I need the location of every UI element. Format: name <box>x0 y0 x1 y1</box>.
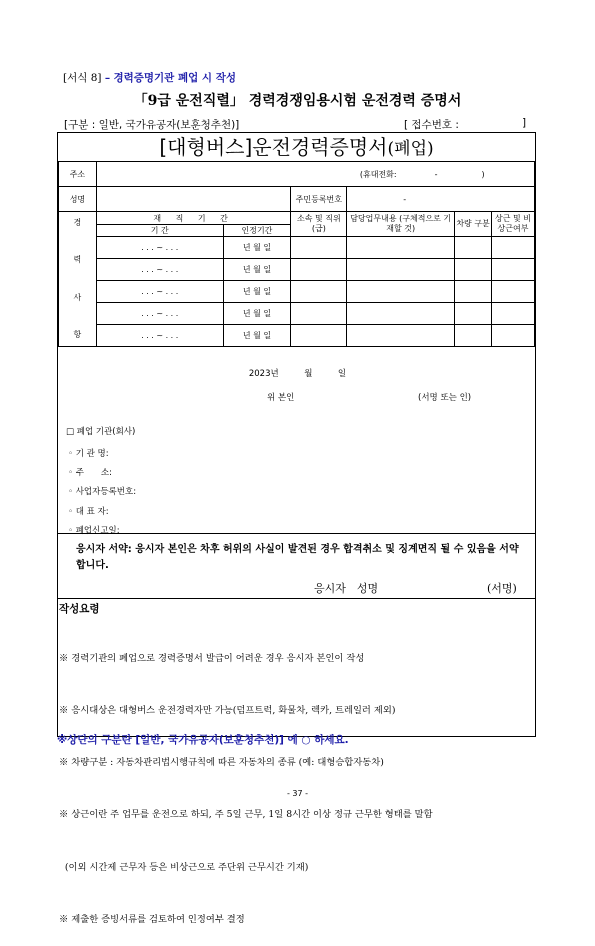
sign-note: (서명 또는 인) <box>418 393 472 403</box>
receipt-close: ] <box>522 117 527 129</box>
vehicle-header: 차량 구분 <box>455 212 492 237</box>
phone-label: (휴대전화: <box>359 169 397 179</box>
pledge-text: 응시자 서약: 응시자 본인은 차후 허위의 사실이 발견된 경우 합격취소 및 징계면직 될 수 있음을 서약 합니다. <box>76 544 519 571</box>
history-char-4: 항 <box>73 329 82 339</box>
guide-divider <box>58 598 535 599</box>
org-name-field: ◦ 기 관 명: <box>68 449 109 459</box>
applicant-sign-label: (서명) <box>487 582 517 595</box>
history-row <box>59 325 535 347</box>
row-period: . . . ~ . . . <box>96 325 223 347</box>
page-number: - 37 - <box>286 789 309 798</box>
phone-dash: - <box>434 169 438 179</box>
applicant-name-label: 응시자 성명 <box>314 582 379 595</box>
history-char-1: 경 <box>73 218 82 227</box>
address-label: 주소 <box>59 162 97 187</box>
info-table <box>58 161 535 347</box>
address-value <box>96 162 534 187</box>
row-recognized: 년 월 일 <box>223 325 291 347</box>
history-row <box>59 281 535 303</box>
row-recognized: 년 월 일 <box>223 303 291 325</box>
guide-title: 작성요령 <box>59 603 100 615</box>
row-period: . . . ~ . . . <box>96 303 223 325</box>
row-recognized: 년 월 일 <box>223 259 291 281</box>
history-row <box>59 259 535 281</box>
document-title: 「9급 운전직렬」 경력경쟁임용시험 운전경력 증명서 <box>133 93 462 109</box>
affiliation-header: 소속 및 직위(급) <box>291 212 347 237</box>
history-row <box>59 237 535 259</box>
receipt-label: [ 접수번호 : <box>404 119 459 131</box>
guide-item: ※ 응시대상은 대형버스 운전경력자만 가능(덤프트럭, 화물차, 렉카, 트레일러 제외) <box>59 705 396 717</box>
form-note: 경력증명기관 폐업 시 작성 <box>113 72 236 84</box>
pledge-divider <box>58 533 535 534</box>
row-period: . . . ~ . . . <box>96 281 223 303</box>
name-label: 성명 <box>59 187 97 212</box>
certificate-title <box>57 133 536 161</box>
category-label: [구분 : 일반, 국가유공자(보훈청추천)] <box>64 119 240 131</box>
row-period: . . . ~ . . . <box>96 259 223 281</box>
name-value <box>96 187 291 212</box>
history-char-3: 사 <box>73 292 82 302</box>
guide-item: ※ 경력기관의 폐업으로 경력증명서 발급이 어려운 경우 응시자 본인이 작성 <box>59 652 365 664</box>
footer-notice: ※상단의 구분란 [일반, 국가유공자(보훈청추천)] 에 ○ 하세요. <box>57 734 349 746</box>
duty-header: 담당업무내용 (구체적으로 기재할 것) <box>347 212 455 237</box>
org-rep-field: ◦ 대 표 자: <box>68 506 109 517</box>
form-number: [서식 8] <box>63 72 102 84</box>
guide-item: (이외 시간제 근무자 등은 비상근으로 주단위 근무시간 기재) <box>59 861 309 873</box>
date-line: 2023년 월 일 <box>248 369 347 379</box>
row-recognized: 년 월 일 <box>223 237 291 259</box>
guide-list <box>59 615 433 946</box>
org-close-date-field: ◦ 폐업신고일: <box>68 525 120 536</box>
period-header: 기 간 <box>96 225 223 237</box>
row-period: . . . ~ . . . <box>96 237 223 259</box>
rrn-value <box>347 187 535 212</box>
recognized-header: 인정기간 <box>223 225 291 237</box>
employment-period-header: 재 직 기 간 <box>96 212 291 225</box>
org-bizno-field: ◦ 사업자등록번호: <box>68 487 137 498</box>
closed-org-title: □ 폐업 기관(회사) <box>66 427 136 437</box>
phone-close: ) <box>481 169 485 179</box>
form-dash: – <box>104 72 111 84</box>
guide-item: ※ 상근이란 주 업무를 운전으로 하되, 주 5일 근무, 1일 8시간 이상 정규 근무한 형태를 말함 <box>59 809 433 821</box>
history-row <box>59 303 535 325</box>
certificate-title-main: [대형버스]운전경력증명서 <box>159 135 388 159</box>
row-recognized: 년 월 일 <box>223 281 291 303</box>
rrn-label: 주민등록번호 <box>291 187 347 212</box>
org-address-field: ◦ 주 소: <box>68 468 113 479</box>
guide-item: ※ 제출한 증빙서류를 검토하여 인정여부 결정 <box>59 913 245 925</box>
guide-item: ※ 차량구분 : 자동차관리법시행규칙에 따른 자동차의 종류 (예: 대형승합자동차) <box>59 757 384 769</box>
form-header <box>63 70 236 85</box>
history-char-2: 력 <box>73 255 82 265</box>
confirm-person: 위 본인 <box>267 393 295 403</box>
certificate-title-paren: (폐업) <box>387 139 434 159</box>
org-fields <box>68 445 136 541</box>
history-side-label <box>59 212 97 347</box>
fulltime-header: 상근 및 비상근여부 <box>492 212 535 237</box>
rrn-dash: - <box>403 194 407 204</box>
